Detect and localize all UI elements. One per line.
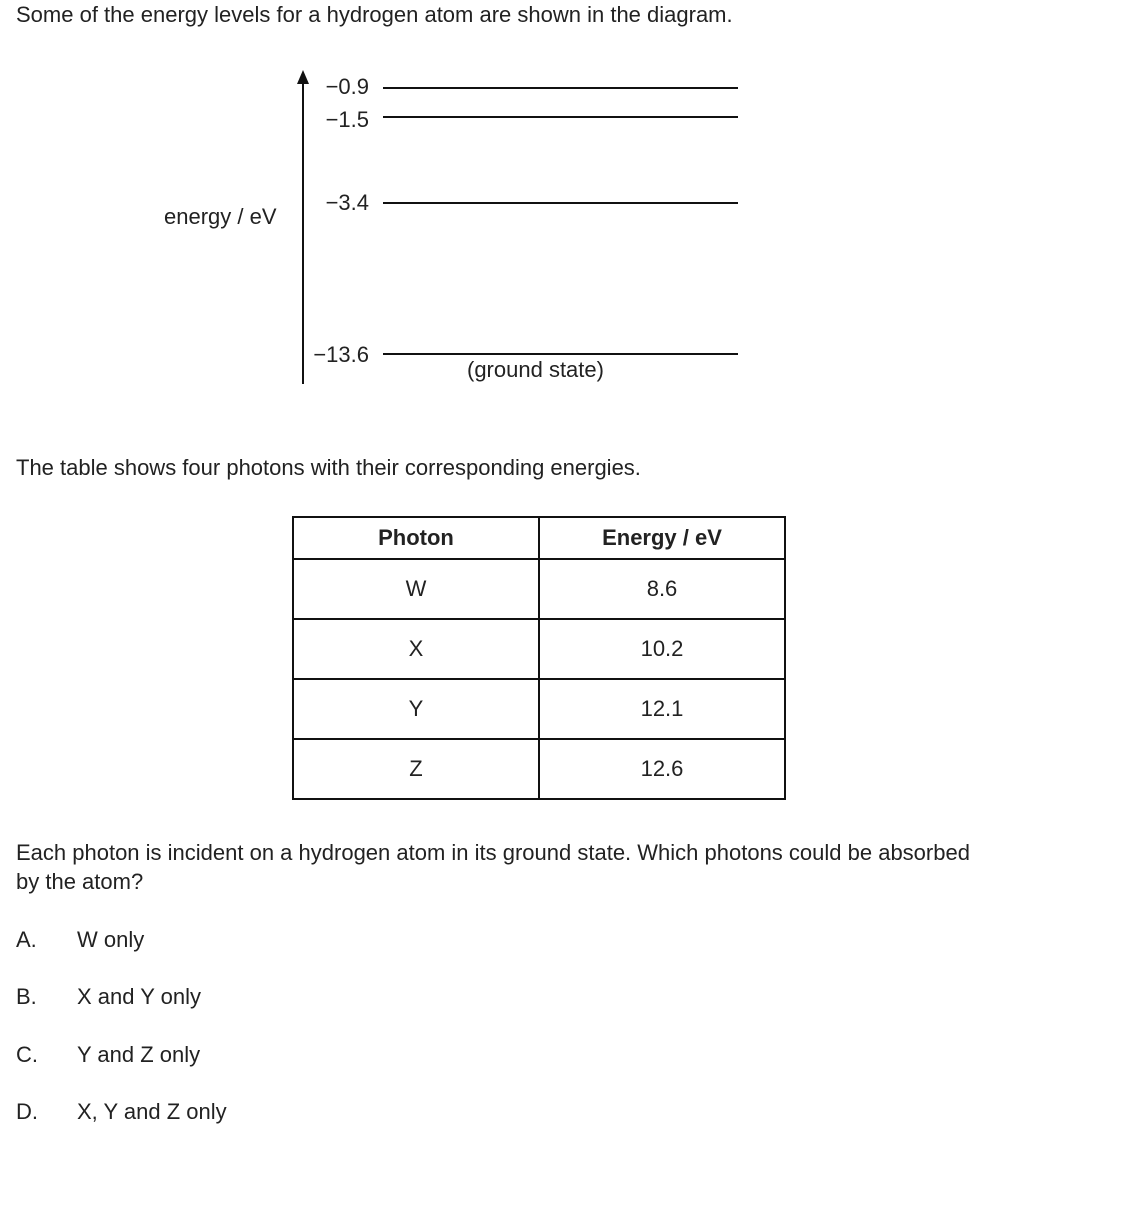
header-energy: Energy / eV bbox=[539, 517, 785, 559]
level-label: −1.5 bbox=[325, 107, 369, 132]
level-label: −13.6 bbox=[313, 342, 369, 367]
header-photon: Photon bbox=[293, 517, 539, 559]
energy-cell: 12.6 bbox=[539, 739, 785, 799]
option-letter: B. bbox=[16, 984, 37, 1009]
option-text: X, Y and Z only bbox=[77, 1099, 227, 1124]
question-line-2: by the atom? bbox=[16, 869, 144, 894]
level-line bbox=[383, 202, 738, 204]
table-row bbox=[293, 559, 785, 619]
energy-cell: 12.1 bbox=[539, 679, 785, 739]
photon-cell: Z bbox=[293, 739, 539, 799]
option-letter: A. bbox=[16, 927, 37, 952]
table-header-row bbox=[293, 517, 785, 559]
level-line bbox=[383, 87, 738, 89]
photon-cell: X bbox=[293, 619, 539, 679]
option-text: W only bbox=[77, 927, 145, 952]
level-label: −0.9 bbox=[325, 74, 369, 99]
option-text: Y and Z only bbox=[77, 1042, 201, 1067]
option-text: X and Y only bbox=[77, 984, 201, 1009]
table-intro: The table shows four photons with their corresponding energies. bbox=[16, 455, 641, 480]
option-letter: C. bbox=[16, 1042, 38, 1067]
axis-label: energy / eV bbox=[164, 204, 277, 229]
table-row bbox=[293, 679, 785, 739]
table-row bbox=[293, 619, 785, 679]
energy-cell: 8.6 bbox=[539, 559, 785, 619]
energy-axis-arrow bbox=[295, 68, 311, 386]
photon-cell: W bbox=[293, 559, 539, 619]
level-label: −3.4 bbox=[325, 190, 369, 215]
table-row bbox=[293, 739, 785, 799]
ground-state-label: (ground state) bbox=[467, 357, 604, 382]
option-letter: D. bbox=[16, 1099, 38, 1124]
energy-cell: 10.2 bbox=[539, 619, 785, 679]
photon-cell: Y bbox=[293, 679, 539, 739]
level-line bbox=[383, 116, 738, 118]
level-line bbox=[383, 353, 738, 355]
photon-table bbox=[292, 516, 786, 800]
question-line-1: Each photon is incident on a hydrogen atom in its ground state. Which photons could be absorbed bbox=[16, 840, 970, 865]
intro-text: Some of the energy levels for a hydrogen atom are shown in the diagram. bbox=[16, 2, 733, 27]
